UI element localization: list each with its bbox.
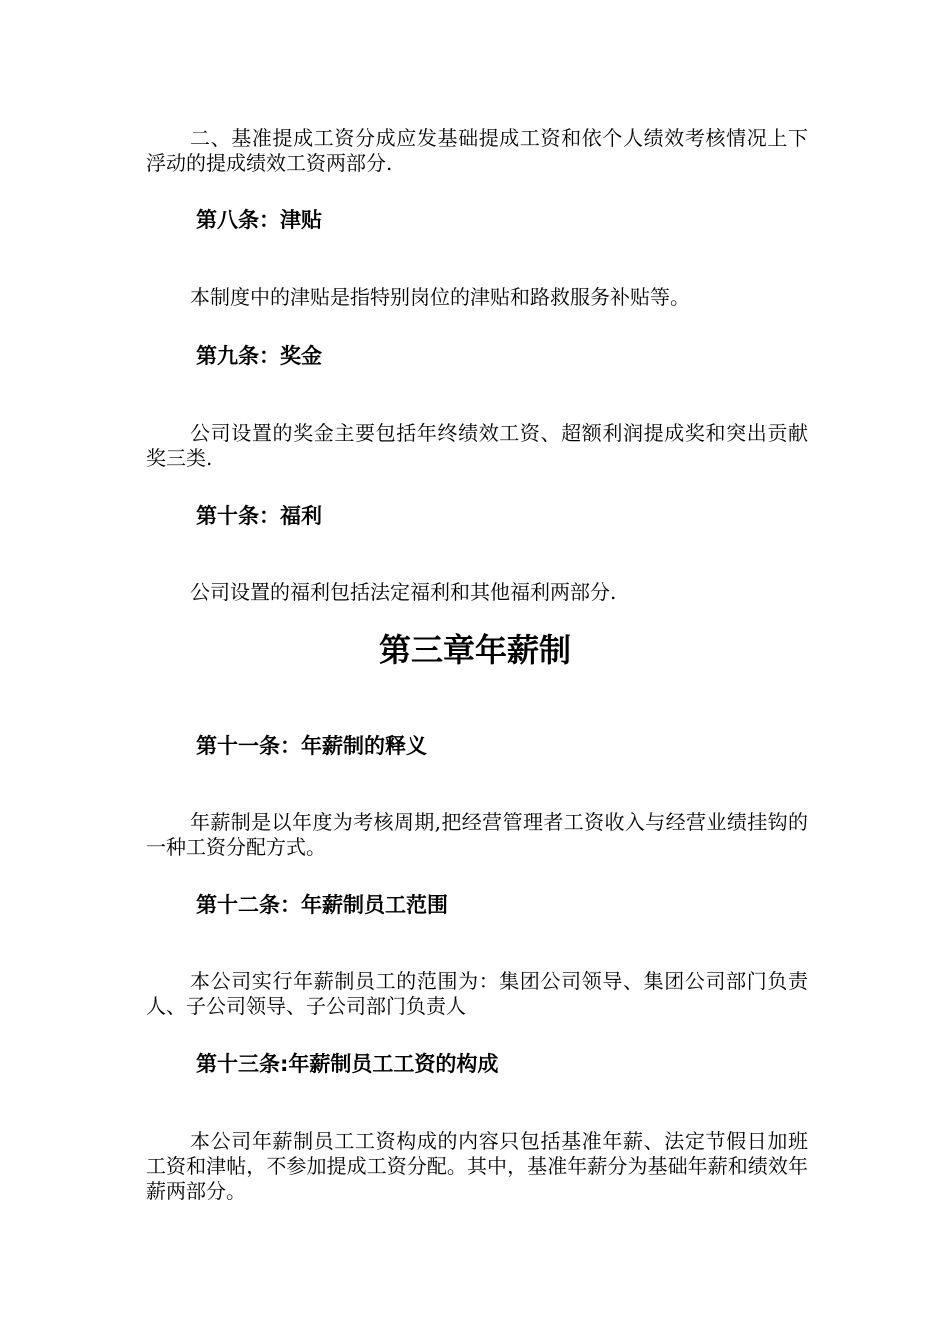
paragraph-annual-salary-definition: 年薪制是以年度为考核周期,把经营管理者工资收入与经营业绩挂钩的一种工资分配方式。 (146, 810, 808, 859)
paragraph-allowance: 本制度中的津贴是指特别岗位的津贴和路救服务补贴等。 (190, 285, 690, 309)
paragraph-welfare: 公司设置的福利包括法定福利和其他福利两部分. (190, 580, 617, 604)
heading-article-10-welfare: 第十条：福利 (196, 504, 322, 528)
paragraph-bonus: 公司设置的奖金主要包括年终绩效工资、超额利润提成奖和突出贡献奖三类. (146, 421, 808, 470)
paragraph-annual-salary-scope: 本公司实行年薪制员工的范围为：集团公司领导、集团公司部门负责人、子公司领导、子公司部门负责人 (146, 969, 808, 1018)
chapter-3-title: 第三章年薪制 (378, 631, 571, 669)
heading-article-8-allowance: 第八条：津贴 (196, 208, 322, 232)
paragraph-base-commission-wage: 二、基准提成工资分成应发基础提成工资和依个人绩效考核情况上下浮动的提成绩效工资两部分. (146, 126, 808, 175)
heading-article-11-definition: 第十一条：年薪制的释义 (196, 734, 427, 758)
heading-article-12-scope: 第十二条：年薪制员工范围 (196, 893, 448, 917)
heading-article-13-composition: 第十三条:年薪制员工工资的构成 (196, 1052, 499, 1076)
paragraph-annual-salary-composition: 本公司年薪制员工工资构成的内容只包括基准年薪、法定节假日加班工资和津帖，不参加提成工资分配。其中，基准年薪分为基础年薪和绩效年薪两部分。 (146, 1129, 808, 1203)
heading-article-9-bonus: 第九条：奖金 (196, 344, 322, 368)
